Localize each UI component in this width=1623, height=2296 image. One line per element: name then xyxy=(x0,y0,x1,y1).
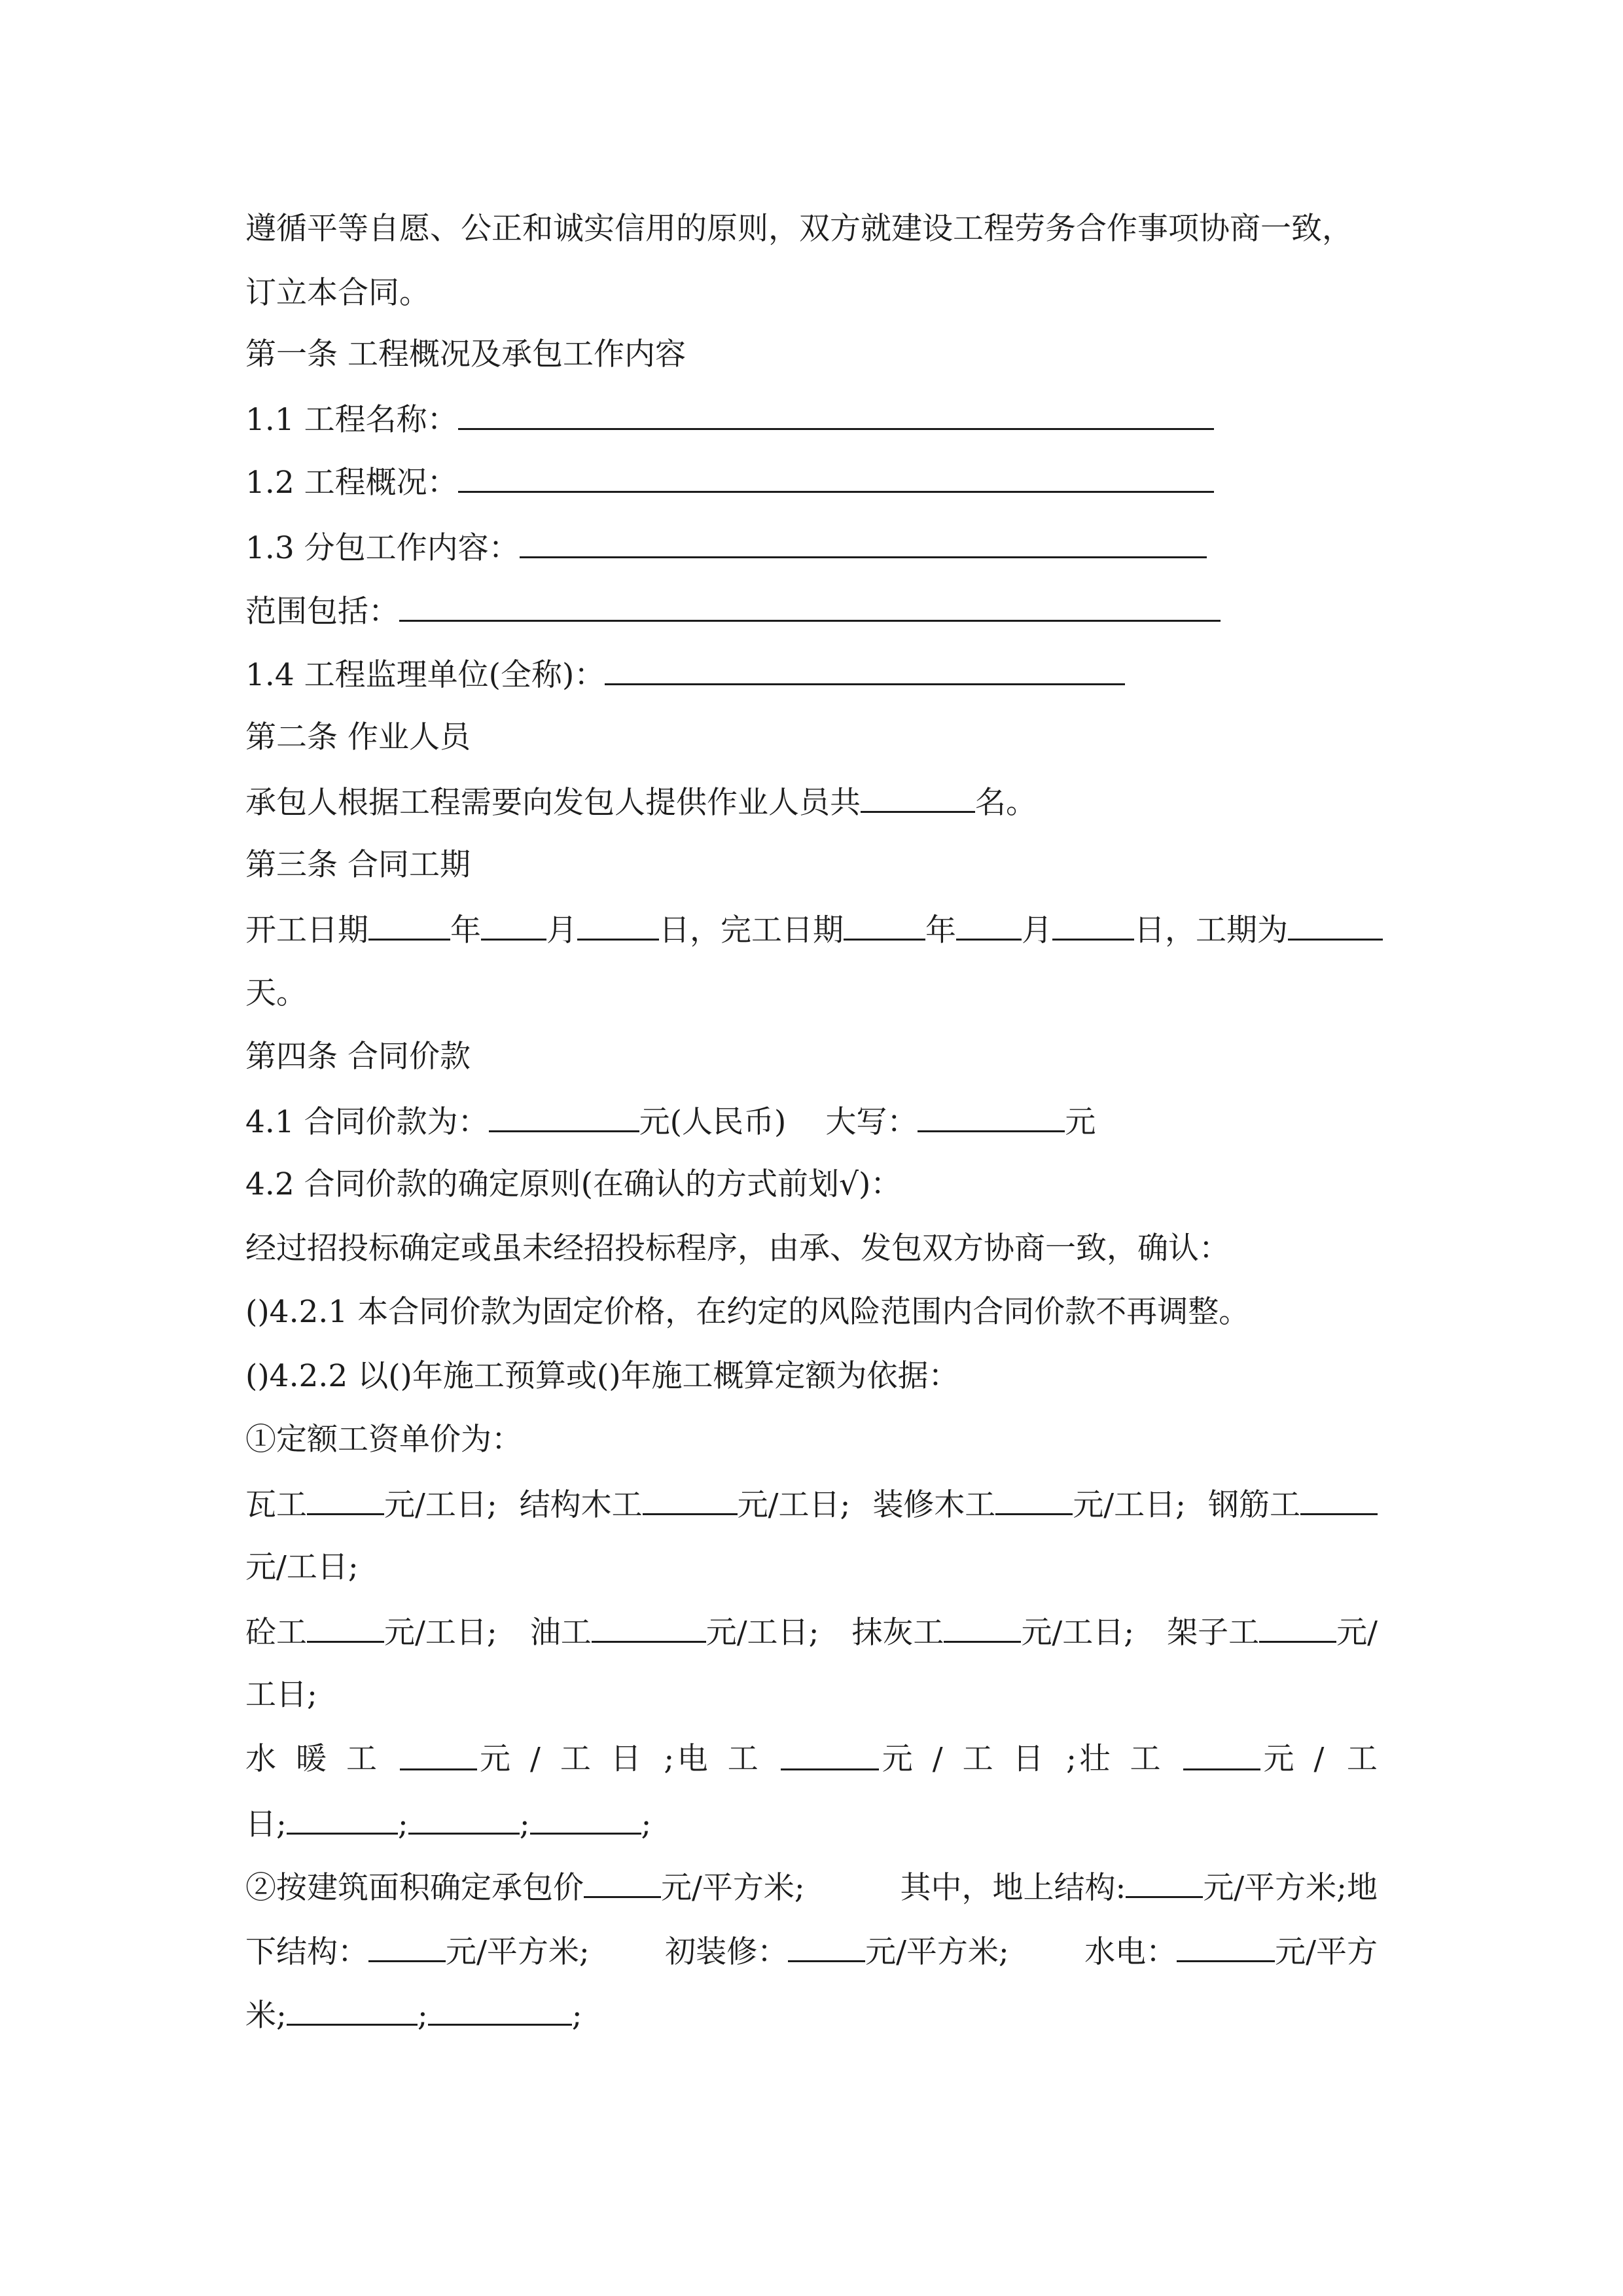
wage-title: ①定额工资单价为： xyxy=(245,1422,522,1458)
scope-line: 范围包括： xyxy=(245,591,1221,630)
wage-line-3: 水暖工 元/工日 ; 电工 元/工日 ; 壮工 元/ 工 xyxy=(245,1741,1378,1777)
wage-line-1-tail: 元/工日; xyxy=(245,1549,359,1585)
blank-wage-concrete[interactable] xyxy=(307,1612,384,1643)
wage-line-2-tail: 工日; xyxy=(245,1677,317,1713)
blank-supervisor[interactable] xyxy=(605,655,1125,685)
blank-scope[interactable] xyxy=(399,591,1221,622)
blank-wage-finish-carpenter[interactable] xyxy=(995,1484,1073,1515)
article-3-title: 第三条 合同工期 xyxy=(245,847,471,883)
item-4-2-2: ()4.2.2 以()年施工预算或()年施工概算定额为依据： xyxy=(245,1358,959,1394)
blank-project-name[interactable] xyxy=(458,399,1214,430)
blank-wage-electrician[interactable] xyxy=(781,1740,879,1770)
blank-wage-painter[interactable] xyxy=(592,1612,706,1643)
blank-wage-rebar[interactable] xyxy=(1300,1484,1378,1515)
article-4-title: 第四条 合同价款 xyxy=(245,1039,471,1075)
item-1-1: 1.1 工程名称： xyxy=(245,399,1214,439)
blank-end-day[interactable] xyxy=(1052,910,1134,941)
blank-wage-wa[interactable] xyxy=(307,1484,384,1515)
wage-line-1: 瓦工 元/工日; 结构木工 元/工日; 装修木工 元/工日; 钢筋工 xyxy=(245,1484,1378,1524)
article-3-days: 天。 xyxy=(245,975,307,1011)
blank-price-uppercase[interactable] xyxy=(918,1102,1065,1132)
blank-start-year[interactable] xyxy=(368,910,450,941)
article-1-title: 第一条 工程概况及承包工作内容 xyxy=(245,336,686,372)
blank-start-day[interactable] xyxy=(577,910,659,941)
blank-start-month[interactable] xyxy=(481,910,546,941)
blank-wage-scaffold[interactable] xyxy=(1259,1612,1336,1643)
area-line-1: ②按建筑面积确定承包价 元/平方米; 其中，地上结构: 元/平方米;地 xyxy=(245,1867,1378,1907)
article-2-title: 第二条 作业人员 xyxy=(245,719,471,755)
item-4-2-1: ()4.2.1 本合同价款为固定价格，在约定的风险范围内合同价款不再调整。 xyxy=(245,1294,1250,1330)
wage-line-2: 砼工 元/工日; 油工 元/工日; 抹灰工 元/工日; 架子工 元/ xyxy=(245,1612,1378,1651)
blank-water-electric[interactable] xyxy=(1177,1931,1275,1962)
intro-line-1: 遵循平等自愿、公正和诚实信用的原则，双方就建设工程劳务合作事项协商一致， xyxy=(245,211,1353,247)
intro-line-2: 订立本合同。 xyxy=(245,275,430,311)
confirm-line: 经过招投标确定或虽未经招投标程序，由承、发包双方协商一致，确认： xyxy=(245,1230,1230,1266)
blank-project-overview[interactable] xyxy=(458,462,1214,493)
item-1-2: 1.2 工程概况： xyxy=(245,462,1214,501)
article-2-text: 承包人根据工程需要向发包人提供作业人员共 名。 xyxy=(245,782,1037,821)
blank-area-extra-1[interactable] xyxy=(287,1995,418,2026)
area-line-2: 下结构： 元/平方米; 初装修： 元/平方米; 水电： 元/平方 xyxy=(245,1931,1378,1971)
item-4-1: 4.1 合同价款为： 元(人民币) 大写： 元 xyxy=(245,1102,1096,1141)
blank-contract-price[interactable] xyxy=(489,1102,639,1132)
article-3-dates: 开工日期 年 月 日，完工日期 年 月 日，工期为 xyxy=(245,910,1383,949)
item-1-3: 1.3 分包工作内容： xyxy=(245,528,1207,567)
blank-above-ground[interactable] xyxy=(1126,1867,1203,1898)
blank-wage-plumbing[interactable] xyxy=(400,1740,477,1770)
blank-wage-laborer[interactable] xyxy=(1183,1740,1260,1770)
blank-area-extra-2[interactable] xyxy=(428,1995,572,2026)
blank-area-price[interactable] xyxy=(584,1867,661,1898)
blank-end-year[interactable] xyxy=(844,910,925,941)
area-line-3: 米; ; ; xyxy=(245,1995,582,2034)
blank-extra-1[interactable] xyxy=(287,1804,398,1835)
blank-duration[interactable] xyxy=(1288,910,1383,941)
blank-underground[interactable] xyxy=(368,1931,446,1962)
blank-end-month[interactable] xyxy=(956,910,1022,941)
item-4-2: 4.2 合同价款的确定原则(在确认的方式前划√)： xyxy=(245,1166,902,1202)
item-1-4: 1.4 工程监理单位(全称)： xyxy=(245,655,1125,694)
blank-extra-3[interactable] xyxy=(530,1804,641,1835)
blank-worker-count[interactable] xyxy=(861,782,975,813)
wage-line-3-tail: 日; ; ; ; xyxy=(245,1804,651,1843)
blank-wage-plaster[interactable] xyxy=(944,1612,1021,1643)
blank-subcontract-content[interactable] xyxy=(520,528,1207,558)
blank-wage-structural-carpenter[interactable] xyxy=(643,1484,738,1515)
blank-extra-2[interactable] xyxy=(408,1804,520,1835)
blank-decoration[interactable] xyxy=(788,1931,865,1962)
